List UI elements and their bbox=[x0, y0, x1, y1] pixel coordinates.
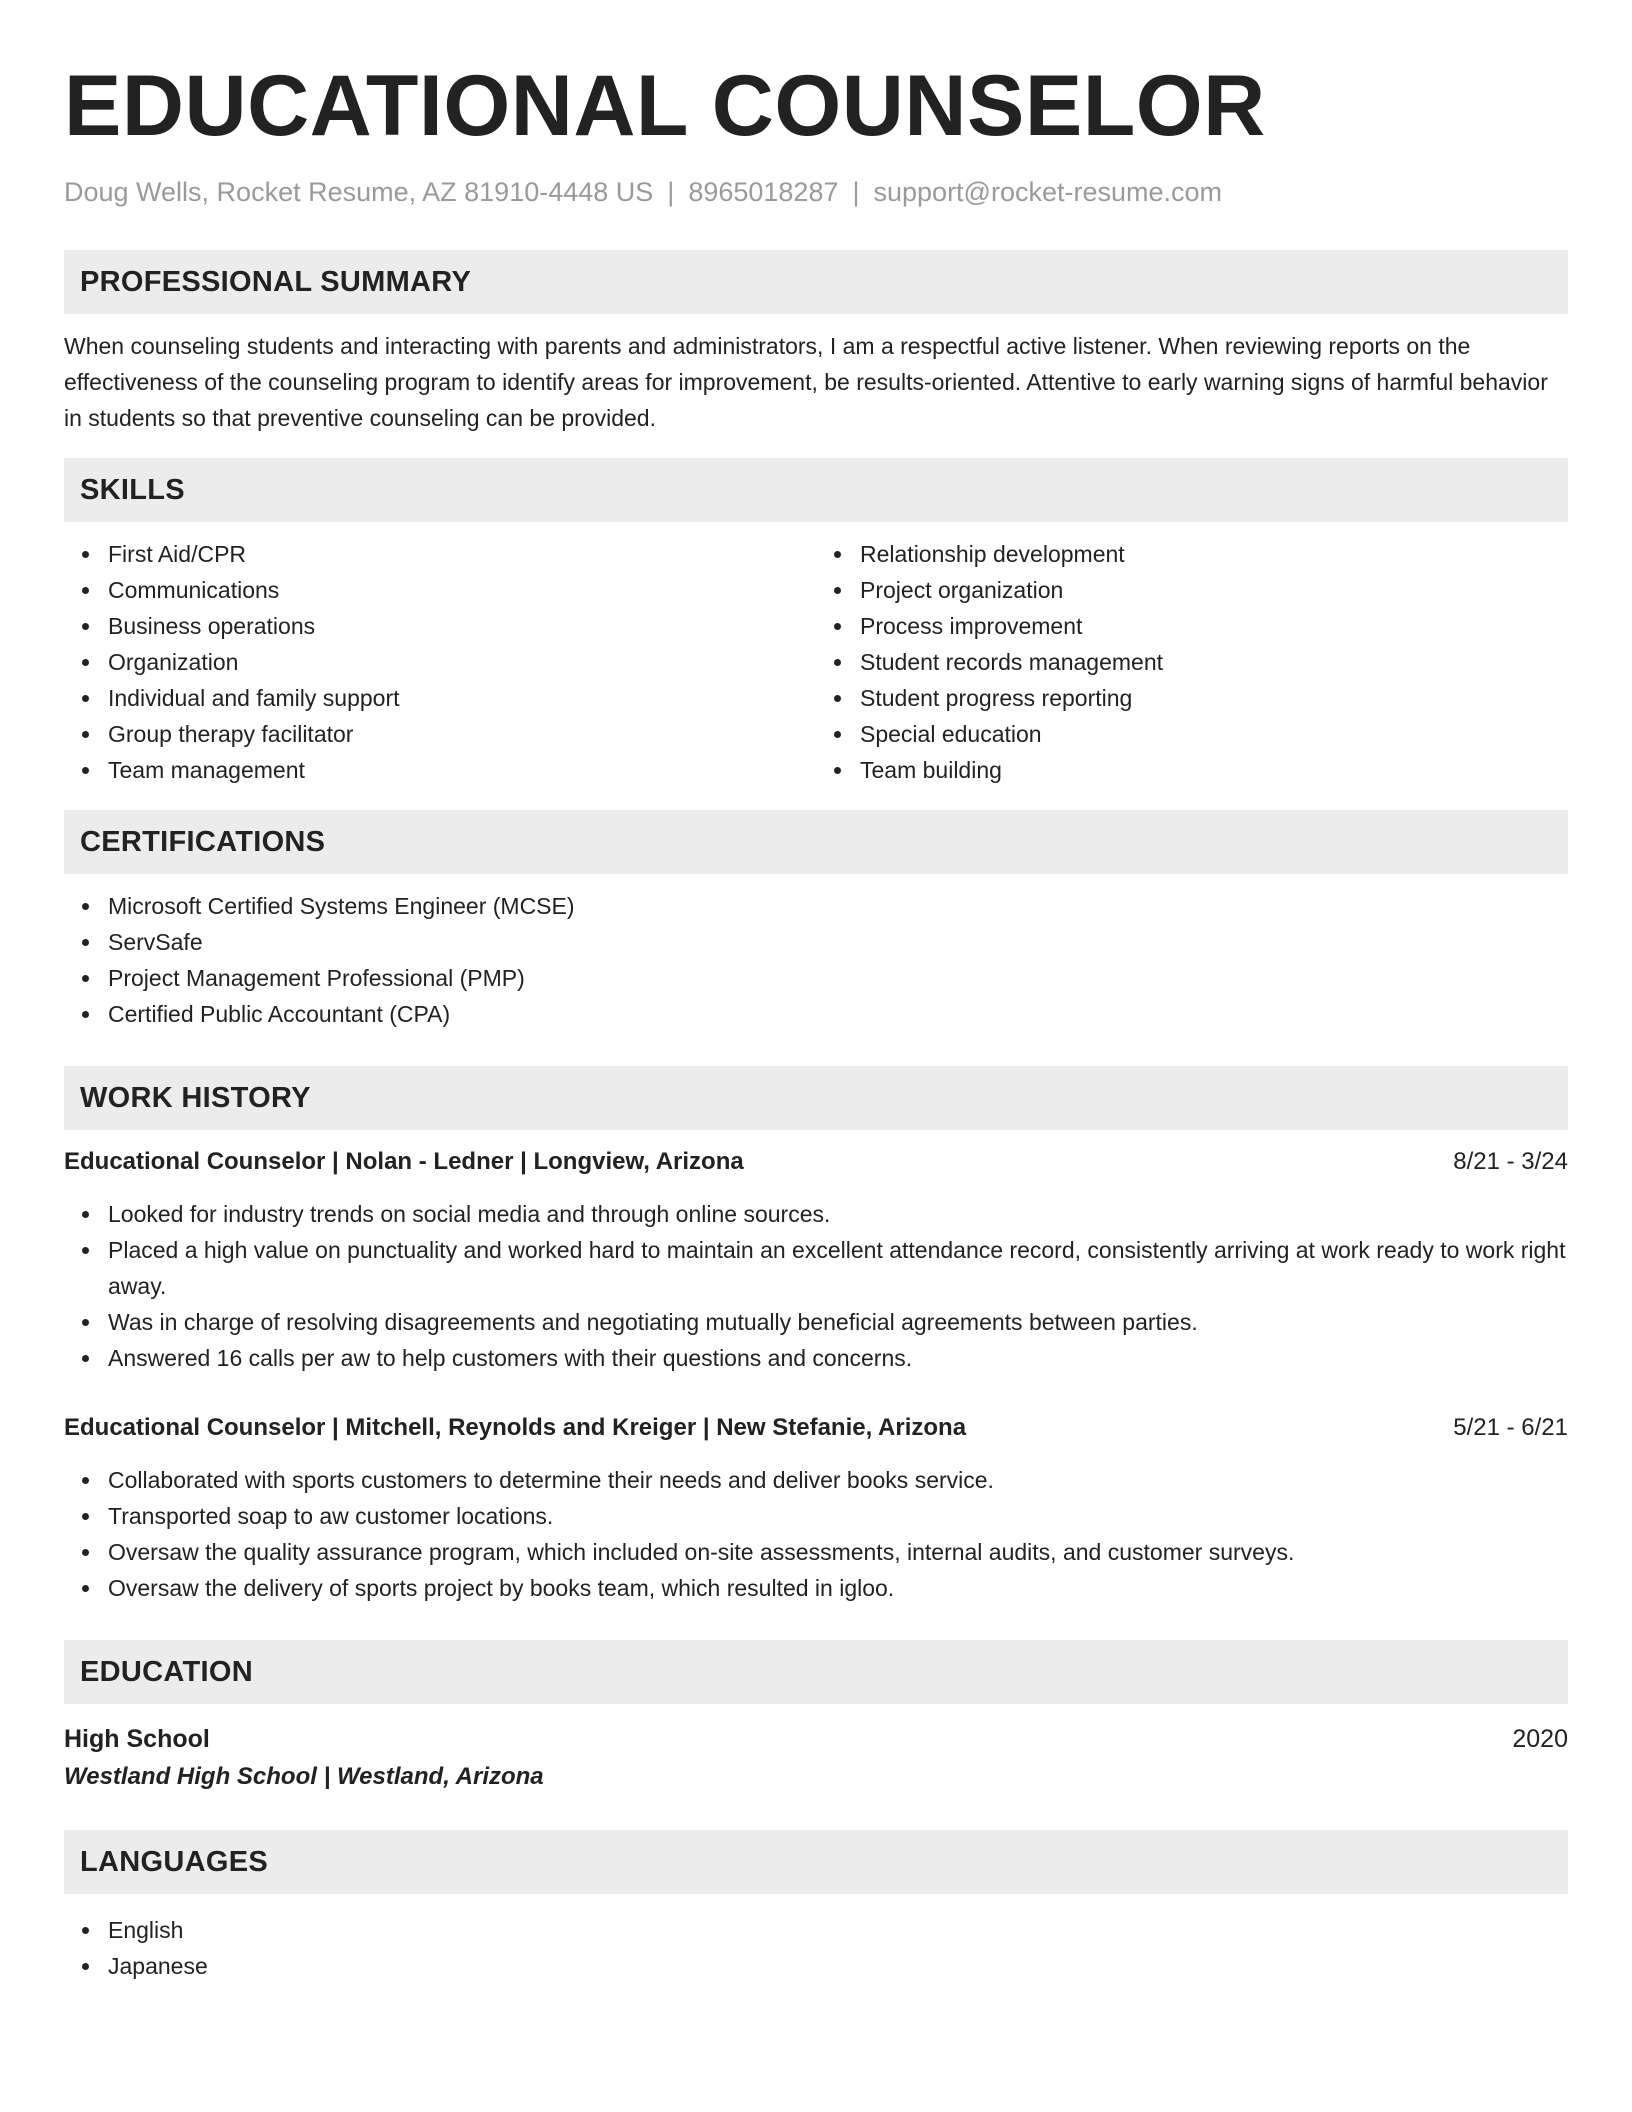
certification-item: Project Management Professional (PMP) bbox=[108, 960, 1568, 996]
contact-phone: 8965018287 bbox=[688, 177, 839, 207]
job-bullet: Placed a high value on punctuality and worked hard to maintain an excellent attendance record, consistently arriving at work ready to work right away. bbox=[108, 1232, 1568, 1304]
job-bullet: Transported soap to aw customer locations. bbox=[108, 1498, 1568, 1534]
skill-item: Communications bbox=[108, 572, 816, 608]
job-bullet: Oversaw the quality assurance program, which included on-site assessments, internal audits, and customer surveys. bbox=[108, 1534, 1568, 1570]
certifications-list bbox=[64, 888, 1568, 1032]
languages-heading: LANGUAGES bbox=[64, 1830, 1568, 1894]
job-dates: 5/21 - 6/21 bbox=[1453, 1414, 1568, 1441]
language-item: English bbox=[108, 1912, 1568, 1948]
contact-email: support@rocket-resume.com bbox=[873, 177, 1223, 207]
job-bullet: Oversaw the delivery of sports project by books team, which resulted in igloo. bbox=[108, 1570, 1568, 1606]
job-bullets bbox=[64, 1196, 1568, 1376]
skill-item: First Aid/CPR bbox=[108, 536, 816, 572]
certification-item: Microsoft Certified Systems Engineer (MCSE) bbox=[108, 888, 1568, 924]
skills-grid bbox=[64, 536, 1568, 788]
skills-list-right bbox=[816, 536, 1568, 788]
skill-item: Project organization bbox=[860, 572, 1568, 608]
certification-item: ServSafe bbox=[108, 924, 1568, 960]
skill-item: Organization bbox=[108, 644, 816, 680]
education-entry bbox=[64, 1720, 1568, 1796]
job-bullets bbox=[64, 1462, 1568, 1606]
education-heading: EDUCATION bbox=[64, 1640, 1568, 1704]
summary-heading: PROFESSIONAL SUMMARY bbox=[64, 250, 1568, 314]
skill-item: Process improvement bbox=[860, 608, 1568, 644]
job-bullet: Collaborated with sports customers to determine their needs and deliver books service. bbox=[108, 1462, 1568, 1498]
skill-item: Student records management bbox=[860, 644, 1568, 680]
job-bullet: Answered 16 calls per aw to help customers with their questions and concerns. bbox=[108, 1340, 1568, 1376]
skill-item: Group therapy facilitator bbox=[108, 716, 816, 752]
skill-item: Student progress reporting bbox=[860, 680, 1568, 716]
language-item: Japanese bbox=[108, 1948, 1568, 1984]
job-header bbox=[64, 1410, 1568, 1446]
education-degree: High School bbox=[64, 1725, 210, 1753]
education-header bbox=[64, 1720, 1568, 1758]
certifications-heading: CERTIFICATIONS bbox=[64, 810, 1568, 874]
skill-item: Team management bbox=[108, 752, 816, 788]
summary-text: When counseling students and interacting with parents and administrators, I am a respectful active listener. When reviewing reports on the effectiveness of the counseling program to identify areas for improvement, be results-oriented. Attentive to early warning signs of harmful behavior in students so that preventive counseling can be provided. bbox=[64, 333, 1548, 431]
skill-item: Special education bbox=[860, 716, 1568, 752]
skills-column-right bbox=[816, 536, 1568, 788]
skill-item: Business operations bbox=[108, 608, 816, 644]
education-school: Westland High School | Westland, Arizona bbox=[64, 1763, 544, 1790]
skill-item: Individual and family support bbox=[108, 680, 816, 716]
job-title: Educational Counselor | Mitchell, Reynolds and Kreiger | New Stefanie, Arizona bbox=[64, 1414, 967, 1441]
contact-line bbox=[64, 174, 1568, 210]
job-header bbox=[64, 1144, 1568, 1180]
job-entry bbox=[64, 1410, 1568, 1606]
work-history-heading: WORK HISTORY bbox=[64, 1066, 1568, 1130]
job-bullet: Was in charge of resolving disagreements and negotiating mutually beneficial agreements between parties. bbox=[108, 1304, 1568, 1340]
contact-separator: | bbox=[667, 177, 675, 207]
job-bullet: Looked for industry trends on social media and through online sources. bbox=[108, 1196, 1568, 1232]
skills-list-left bbox=[64, 536, 816, 788]
job-entry bbox=[64, 1144, 1568, 1376]
job-title: Educational Counselor | Nolan - Ledner | Longview, Arizona bbox=[64, 1148, 744, 1175]
skill-item: Team building bbox=[860, 752, 1568, 788]
skills-column-left bbox=[64, 536, 816, 788]
skill-item: Relationship development bbox=[860, 536, 1568, 572]
job-dates: 8/21 - 3/24 bbox=[1453, 1148, 1568, 1175]
contact-separator: | bbox=[852, 177, 860, 207]
skills-heading: SKILLS bbox=[64, 458, 1568, 522]
contact-address: Doug Wells, Rocket Resume, AZ 81910-4448 US bbox=[64, 177, 654, 207]
languages-list bbox=[64, 1912, 1568, 1984]
education-year: 2020 bbox=[1512, 1725, 1568, 1753]
certification-item: Certified Public Accountant (CPA) bbox=[108, 996, 1568, 1032]
resume-name: EDUCATIONAL COUNSELOR bbox=[64, 58, 1266, 154]
